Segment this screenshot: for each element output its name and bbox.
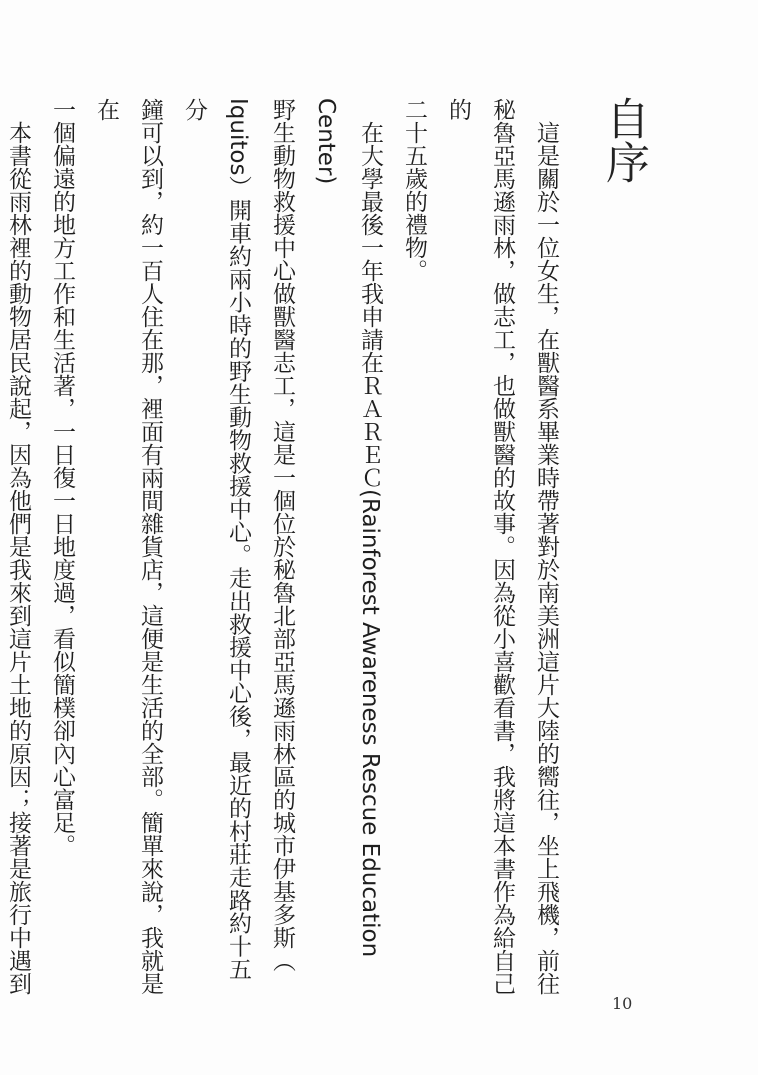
text-column-8: 一個偏遠的地方工作和生活著，一日復一日地度過，看似簡樸卻內心富足。	[49, 98, 75, 857]
text-column-4: 在大學最後一年我申請在ＲＡＲＥＣ(Rainforest Awareness Rescue Education Center)	[313, 98, 383, 958]
text-column-5: 野生動物救援中心做獸醫志工，這是一個位於秘魯北部亞馬遜雨林區的城市伊基多斯（	[269, 98, 295, 972]
text-column-7: 鐘可以到，約一百人住在那，裡面有兩間雜貨店，這便是生活的全部。簡單來說，我就是在	[93, 98, 163, 995]
text-column-2: 秘魯亞馬遜雨林，做志工，也做獸醫的故事。因為從小喜歡看書，我將這本書作為給自己的	[445, 98, 515, 995]
chapter-title: 自序	[598, 96, 649, 184]
body-text	[5, 98, 568, 998]
text-column-3: 二十五歲的禮物。	[401, 98, 427, 282]
page-number: 10	[612, 994, 633, 1013]
text-column-9: 本書從雨林裡的動物居民說起，因為他們是我來到這片土地的原因；接著是旅行中遇到	[5, 121, 31, 995]
text-column-6: Iquitos）開車約兩小時的野生動物救援中心。走出救援中心後，最近的村莊走路約十五分	[181, 98, 251, 981]
text-column-1: 這是關於一位女生，在獸醫系畢業時帶著對於南美洲這片大陸的嚮往，坐上飛機，前往	[533, 98, 559, 995]
